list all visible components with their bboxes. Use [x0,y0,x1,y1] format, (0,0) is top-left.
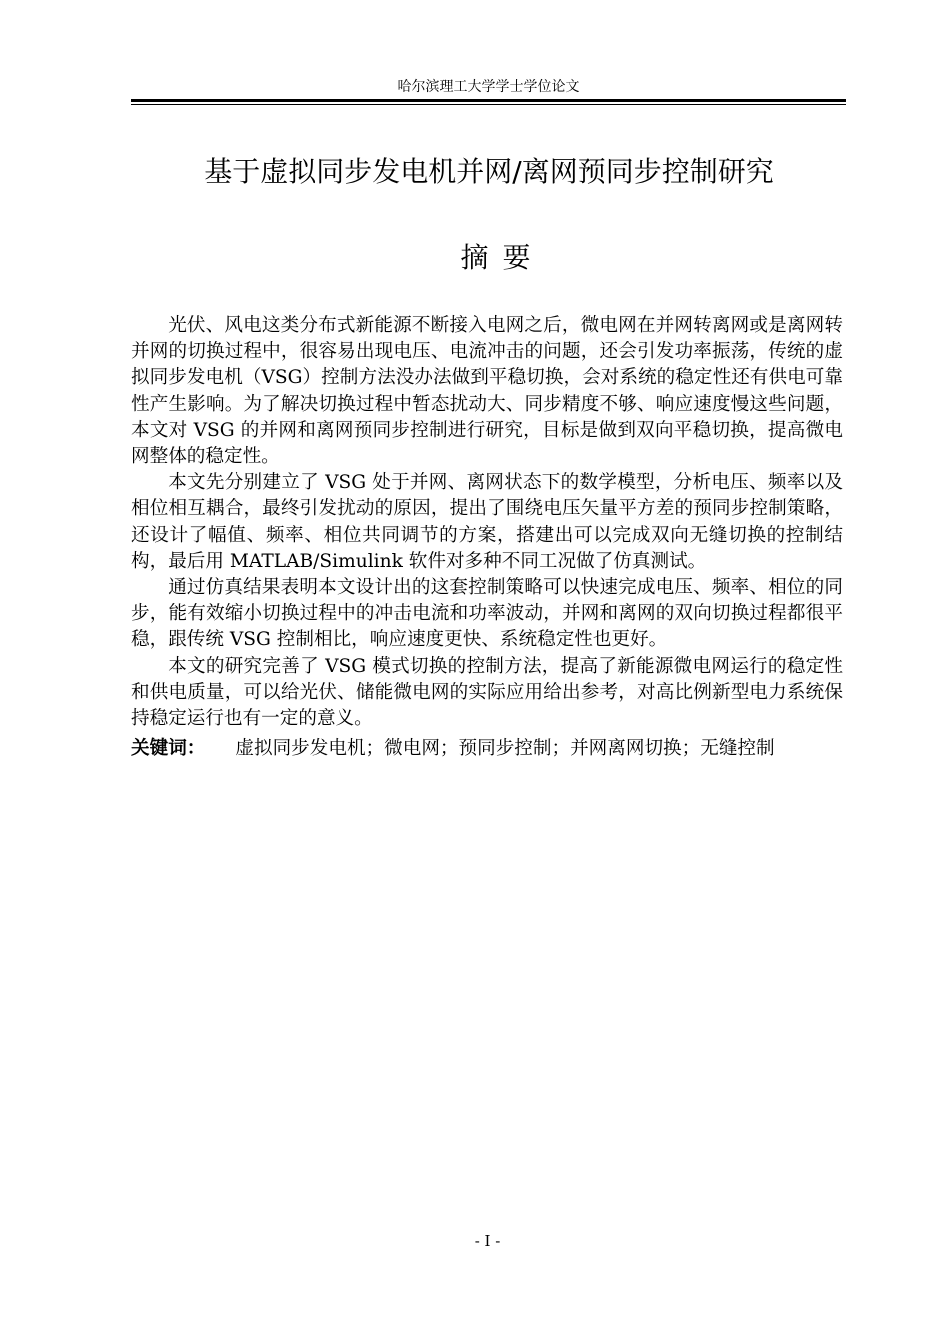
abstract-body [131,313,843,765]
header-rule-thin [131,104,846,105]
running-header: 哈尔滨理工大学学士学位论文 [397,79,580,95]
keywords-label: 关键词： [131,738,206,760]
abstract-paragraph-4: 本文的研究完善了 VSG 模式切换的控制方法，提高了新能源微电网运行的稳定性和供电质量，可以给光伏、储能微电网的实际应用给出参考，对高比例新型电力系统保持稳定运行也有一定的意义。 [131,655,843,730]
page-number: - I - [474,1232,501,1250]
abstract-heading: 摘要 [460,241,545,274]
document-title: 基于虚拟同步发电机并网/离网预同步控制研究 [204,155,774,188]
abstract-paragraph-1: 光伏、风电这类分布式新能源不断接入电网之后，微电网在并网转离网或是离网转并网的切换过程中，很容易出现电压、电流冲击的问题，还会引发功率振荡，传统的虚拟同步发电机（VSG）控制方法没办法做到平稳切换，会对系统的稳定性还有供电可靠性产生影响。为了解决切换过程中暂态扰动大、同步精度不够、响应速度慢这些问题，本文对 VSG 的并网和离网预同步控制进行研究，目标是做到双向平稳切换，提高微电网整体的稳定性。 [131,315,843,468]
abstract-paragraph-2: 本文先分别建立了 VSG 处于并网、离网状态下的数学模型，分析电压、频率以及相位相互耦合，最终引发扰动的原因，提出了围绕电压矢量平方差的预同步控制策略，还设计了幅值、频率、相位共同调节的方案，搭建出可以完成双向无缝切换的控制结构，最后用 MATLAB/Simulink 软件对多种不同工况做了仿真测试。 [131,472,843,572]
keywords-text: 虚拟同步发电机；微电网；预同步控制；并网离网切换；无缝控制 [235,738,775,760]
keywords-line [131,732,843,765]
abstract-paragraph-3: 通过仿真结果表明本文设计出的这套控制策略可以快速完成电压、频率、相位的同步，能有效缩小切换过程中的冲击电流和功率波动，并网和离网的双向切换过程都很平稳，跟传统 VSG 控制相比，响应速度更快、系统稳定性也更好。 [131,577,843,651]
header-rule-thick [131,99,846,102]
